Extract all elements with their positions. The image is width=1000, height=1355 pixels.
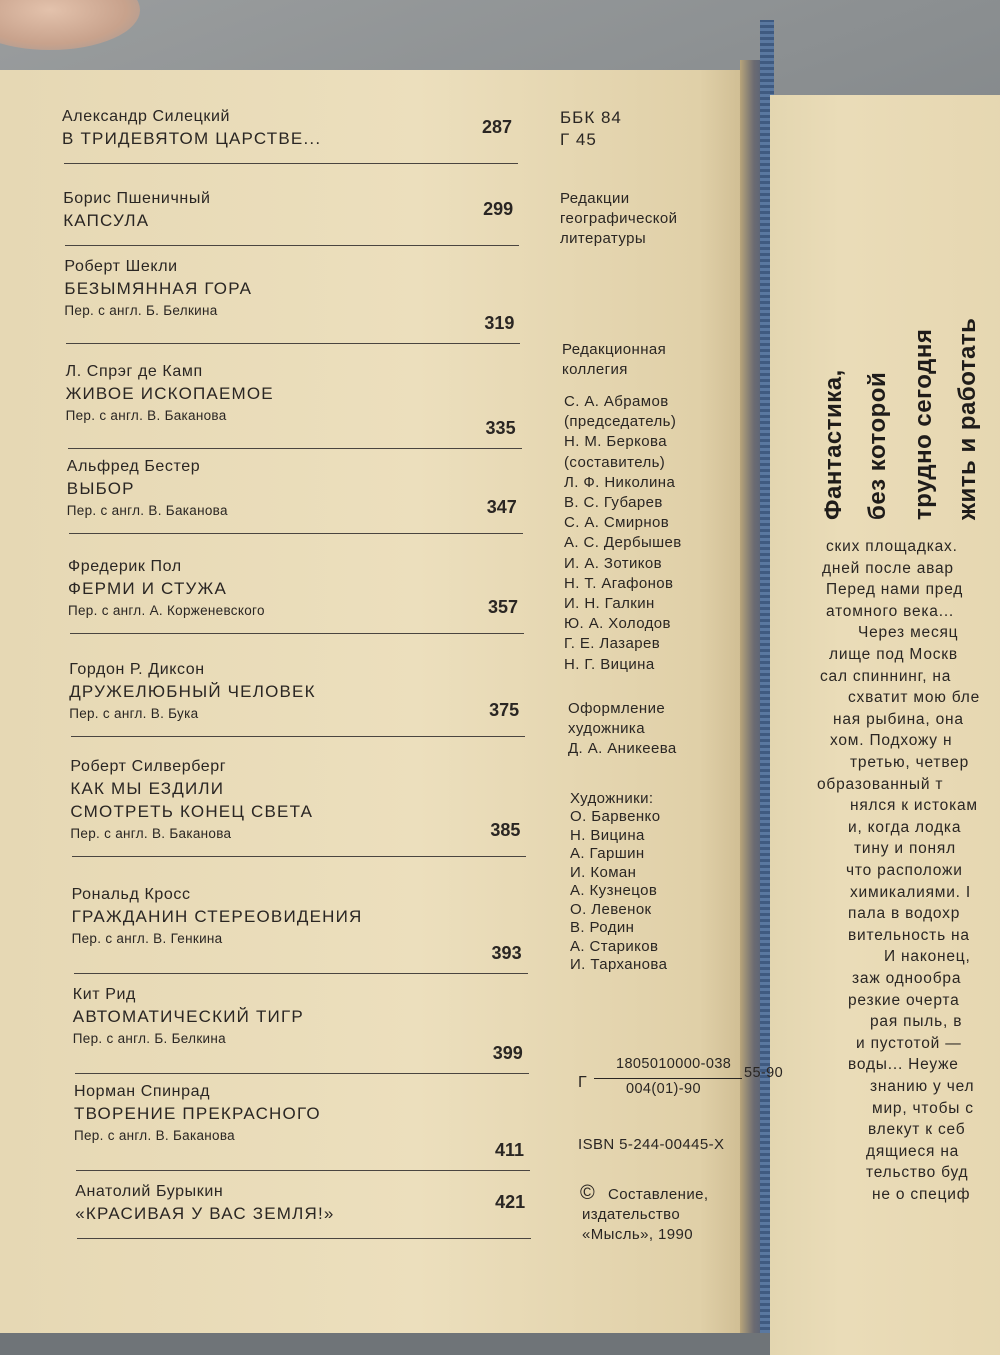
toc-page-number: 299 (483, 199, 514, 219)
toc-divider (70, 633, 524, 634)
body-text-line: тину и понял (854, 840, 956, 858)
toc-author: Анатолий Бурыкин (75, 1183, 224, 1200)
body-text-line: И наконец, (884, 948, 971, 966)
toc-divider (66, 343, 520, 344)
board-member: С. А. Смирнов (564, 514, 670, 532)
toc-translator: Пер. с англ. А. Корженевского (68, 603, 265, 618)
toc-translator: Пер. с англ. Б. Белкина (64, 303, 218, 318)
edition-line-1: Редакции (560, 190, 630, 207)
vertical-title-line-2: без которой (864, 371, 891, 520)
code-denominator: 004(01)-90 (626, 1081, 701, 1097)
toc-page-number: 287 (481, 117, 512, 137)
board-member: Н. Г. Вицина (564, 655, 655, 673)
artist-name: О. Левенок (570, 900, 652, 918)
board-member: В. С. Губарев (564, 494, 663, 511)
board-member: Г. Е. Лазарев (564, 635, 661, 653)
body-text-line: ная рыбина, она (833, 710, 964, 728)
toc-page-number: 393 (491, 943, 522, 963)
body-text-line: вительность на (848, 926, 970, 944)
body-text-line: нялся к истокам (850, 797, 978, 815)
body-text-line: схватит мою бле (848, 689, 981, 707)
artist-name: И. Коман (570, 863, 637, 881)
toc-divider (76, 1170, 530, 1171)
isbn: ISBN 5-244-00445-X (578, 1136, 725, 1153)
artist-name: И. Тарханова (570, 956, 668, 973)
toc-divider (77, 1238, 531, 1239)
toc-page-number: 319 (484, 313, 515, 333)
toc-page-number: 335 (485, 418, 516, 438)
board-member: А. С. Дербышев (564, 534, 682, 552)
artist-name: В. Родин (570, 919, 635, 936)
toc-author: Роберт Шекли (64, 258, 178, 275)
body-text-line: заж однообра (852, 970, 962, 987)
board-member: И. Н. Галкин (564, 595, 655, 612)
toc-title: АВТОМАТИЧЕСКИЙ ТИГР (72, 1007, 304, 1026)
edition-line-3: литературы (560, 230, 647, 247)
toc-title: В ТРИДЕВЯТОМ ЦАРСТВЕ... (62, 129, 322, 148)
body-text-line: хом. Подхожу н (830, 732, 953, 750)
toc-translator: Пер. с англ. Б. Белкина (72, 1031, 226, 1046)
body-text-line: влекут к себ (868, 1121, 966, 1139)
board-member: С. А. Абрамов (564, 393, 669, 410)
toc-translator: Пер. с англ. В. Баканова (65, 408, 227, 423)
toc-page-number: 421 (495, 1192, 526, 1212)
toc-divider (75, 1073, 529, 1074)
toc-author: Альфред Бестер (66, 458, 201, 475)
toc-author: Александр Силецкий (62, 108, 231, 125)
toc-author: Фредерик Пол (68, 558, 182, 575)
toc-page-number: 411 (494, 1140, 524, 1160)
toc-translator: Пер. с англ. В. Генкина (71, 931, 223, 946)
author-index: Г 45 (560, 130, 597, 149)
toc-divider (65, 245, 519, 246)
body-text-line: лище под Москв (829, 646, 958, 663)
toc-author: Борис Пшеничный (63, 190, 211, 207)
toc-translator: Пер. с англ. В. Бука (69, 706, 199, 721)
toc-author: Норман Спинрад (74, 1083, 211, 1100)
artist-name: О. Барвенко (570, 808, 661, 825)
body-text-line: атомного века... (826, 602, 955, 620)
copyright-line-1: Составление, (608, 1186, 709, 1203)
design-heading-2: художника (568, 720, 645, 737)
vertical-title-line-4: жить и работать (954, 317, 981, 520)
toc-page-number: 385 (490, 820, 521, 840)
board-member: Л. Ф. Николина (564, 473, 676, 491)
toc-author: Рональд Кросс (71, 886, 191, 903)
body-text-line: воды... Неуже (848, 1056, 959, 1074)
body-text-line: и пустотой — (856, 1034, 962, 1052)
body-text-line: третью, четвер (850, 754, 970, 771)
toc-divider (74, 973, 528, 974)
body-text-line: ских площадках. (826, 538, 958, 555)
toc-title: КАК МЫ ЕЗДИЛИ (70, 779, 225, 798)
vertical-title-line-3: трудно сегодня (910, 328, 937, 520)
body-text-line: Через месяц (858, 624, 959, 642)
design-heading-1: Оформление (568, 700, 666, 717)
toc-divider (71, 736, 525, 737)
toc-page-number: 357 (487, 597, 518, 617)
toc-translator: Пер. с англ. В. Баканова (70, 826, 232, 841)
toc-translator: Пер. с англ. В. Баканова (66, 503, 228, 518)
fraction-bar (594, 1078, 742, 1079)
body-text-line: резкие очерта (848, 991, 960, 1009)
body-text-line: сал спиннинг, на (820, 667, 952, 685)
board-member: Н. М. Беркова (564, 433, 667, 451)
toc-title: БЕЗЫМЯННАЯ ГОРА (64, 279, 253, 298)
toc-author: Роберт Силверберг (70, 758, 227, 775)
board-member: Ю. А. Холодов (564, 615, 671, 633)
body-text-line: что расположи (846, 862, 963, 879)
artist-name: Н. Вицина (570, 826, 645, 844)
board-member: И. А. Зотиков (564, 554, 663, 572)
toc-title-cont: СМОТРЕТЬ КОНЕЦ СВЕТА (70, 802, 314, 821)
board-member: (председатель) (564, 413, 677, 431)
toc-title: ГРАЖДАНИН СТЕРЕОВИДЕНИЯ (71, 907, 363, 926)
code-suffix: 55-90 (744, 1065, 784, 1081)
board-heading-1: Редакционная (562, 341, 667, 358)
body-text-line: знанию у чел (870, 1078, 975, 1095)
body-text-line: не о специф (872, 1186, 971, 1203)
body-text-line: тельство буд (866, 1164, 969, 1182)
toc-author: Гордон Р. Диксон (69, 661, 205, 678)
artist-name: А. Гаршин (570, 845, 645, 862)
toc-title: ТВОРЕНИЕ ПРЕКРАСНОГО (74, 1104, 321, 1123)
toc-page-number: 399 (492, 1043, 523, 1063)
toc-title: «КРАСИВАЯ У ВАС ЗЕМЛЯ!» (75, 1204, 335, 1223)
body-text-line: образованный т (817, 775, 944, 793)
board-member: (составитель) (564, 453, 666, 471)
bbk-code: ББК 84 (560, 108, 622, 127)
toc-page-number: 375 (489, 700, 520, 720)
code-numerator: 1805010000-038 (616, 1056, 732, 1072)
body-text-line: рая пыль, в (870, 1013, 963, 1031)
toc-title: КАПСУЛА (63, 211, 150, 230)
copyright-line-2: издательство (582, 1206, 681, 1223)
body-text-line: и, когда лодка (848, 818, 962, 836)
body-text-line: дящиеся на (866, 1142, 960, 1160)
toc-translator: Пер. с англ. В. Баканова (74, 1128, 235, 1143)
body-text-line: мир, чтобы с (872, 1099, 974, 1117)
toc-title: ДРУЖЕЛЮБНЫЙ ЧЕЛОВЕК (69, 682, 316, 701)
artist-name: А. Стариков (570, 937, 659, 955)
toc-author: Кит Рид (72, 986, 136, 1003)
toc-divider (64, 163, 518, 164)
toc-author: Л. Спрэг де Камп (65, 363, 203, 380)
artist-name: А. Кузнецов (570, 882, 658, 899)
board-member: Н. Т. Агафонов (564, 574, 674, 592)
toc-divider (69, 533, 523, 534)
copyright-line-3: «Мысль», 1990 (582, 1226, 693, 1243)
body-text-line: пала в водохр (848, 905, 961, 923)
vertical-title (820, 230, 1000, 530)
code-letter: Г (578, 1074, 588, 1091)
toc-title: ВЫБОР (66, 479, 135, 498)
toc-page-number: 347 (486, 497, 517, 517)
edition-line-2: географической (560, 210, 678, 227)
toc-divider (72, 856, 526, 857)
board-heading-2: коллегия (562, 361, 628, 378)
designer-name: Д. А. Аникеева (568, 740, 677, 757)
body-text-line: Перед нами пред (826, 581, 964, 599)
toc-title: ЖИВОЕ ИСКОПАЕМОЕ (65, 384, 274, 403)
body-text-line: дней после авар (822, 559, 954, 577)
body-text-line: химикалиями. I (850, 883, 971, 901)
toc-divider (68, 448, 522, 449)
toc-title: ФЕРМИ И СТУЖА (68, 579, 227, 598)
copyright-symbol: © (580, 1182, 596, 1204)
vertical-title-line-1: Фантастика, (820, 369, 847, 520)
artists-heading: Художники: (570, 790, 654, 807)
